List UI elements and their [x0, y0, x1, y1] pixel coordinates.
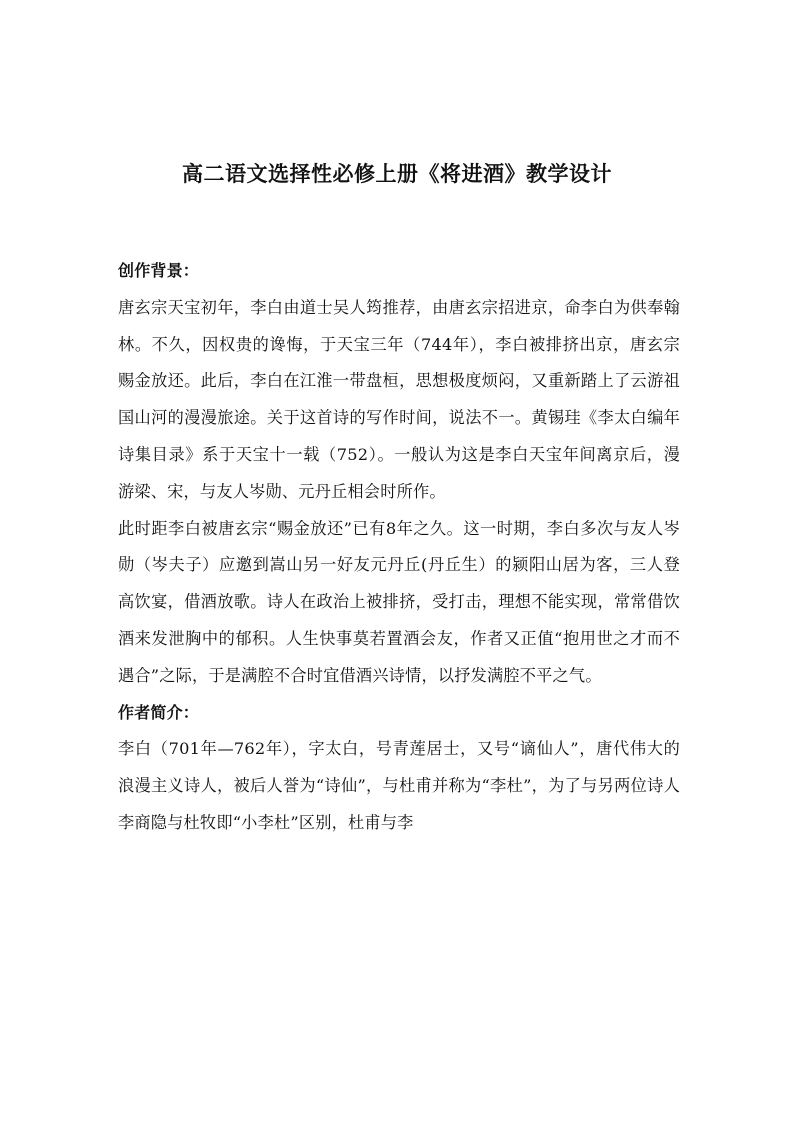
author-paragraph-1: 李白（701年—762年），字太白，号青莲居士，又号“谪仙人”，唐代伟大的浪漫主义诗人，被后人誉为“诗仙”，与杜甫并称为“李杜”，为了与另两位诗人李商隐与杜牧即“小李杜”区别，杜甫与李 — [118, 739, 680, 832]
section-heading-background: 创作背景： — [118, 261, 200, 280]
background-paragraph-1: 唐玄宗天宝初年，李白由道士吴人筠推荐，由唐玄宗招进京，命李白为供奉翰林。不久，因权贵的谗悔，于天宝三年（744年），李白被排挤出京，唐玄宗赐金放还。此后，李白在江淮一带盘桓，思想极度烦闷，又重新踏上了云游祖国山河的漫漫旅途。关于这首诗的写作时间，说法不一。黄锡珪《李太白编年诗集目录》系于天宝十一载（752）。一般认为这是李白天宝年间离京后，漫游梁、宋，与友人岑勋、元丹丘相会时所作。 — [118, 297, 680, 501]
document-title: 高二语文选择性必修上册《将进酒》教学设计 — [182, 162, 612, 186]
document-body — [118, 253, 680, 842]
background-paragraph-2: 此时距李白被唐玄宗“赐金放还”已有8年之久。这一时期，李白多次与友人岑勋（岑夫子）应邀到嵩山另一好友元丹丘(丹丘生）的颍阳山居为客，三人登高饮宴，借酒放歌。诗人在政治上被排挤，受打击，理想不能实现，常常借饮酒来发泄胸中的郁积。人生快事莫若置酒会友，作者又正值“抱用世之才而不遇合”之际，于是满腔不合时宜借酒兴诗情，以抒发满腔不平之气。 — [118, 518, 680, 685]
section-heading-author: 作者简介： — [118, 702, 200, 722]
